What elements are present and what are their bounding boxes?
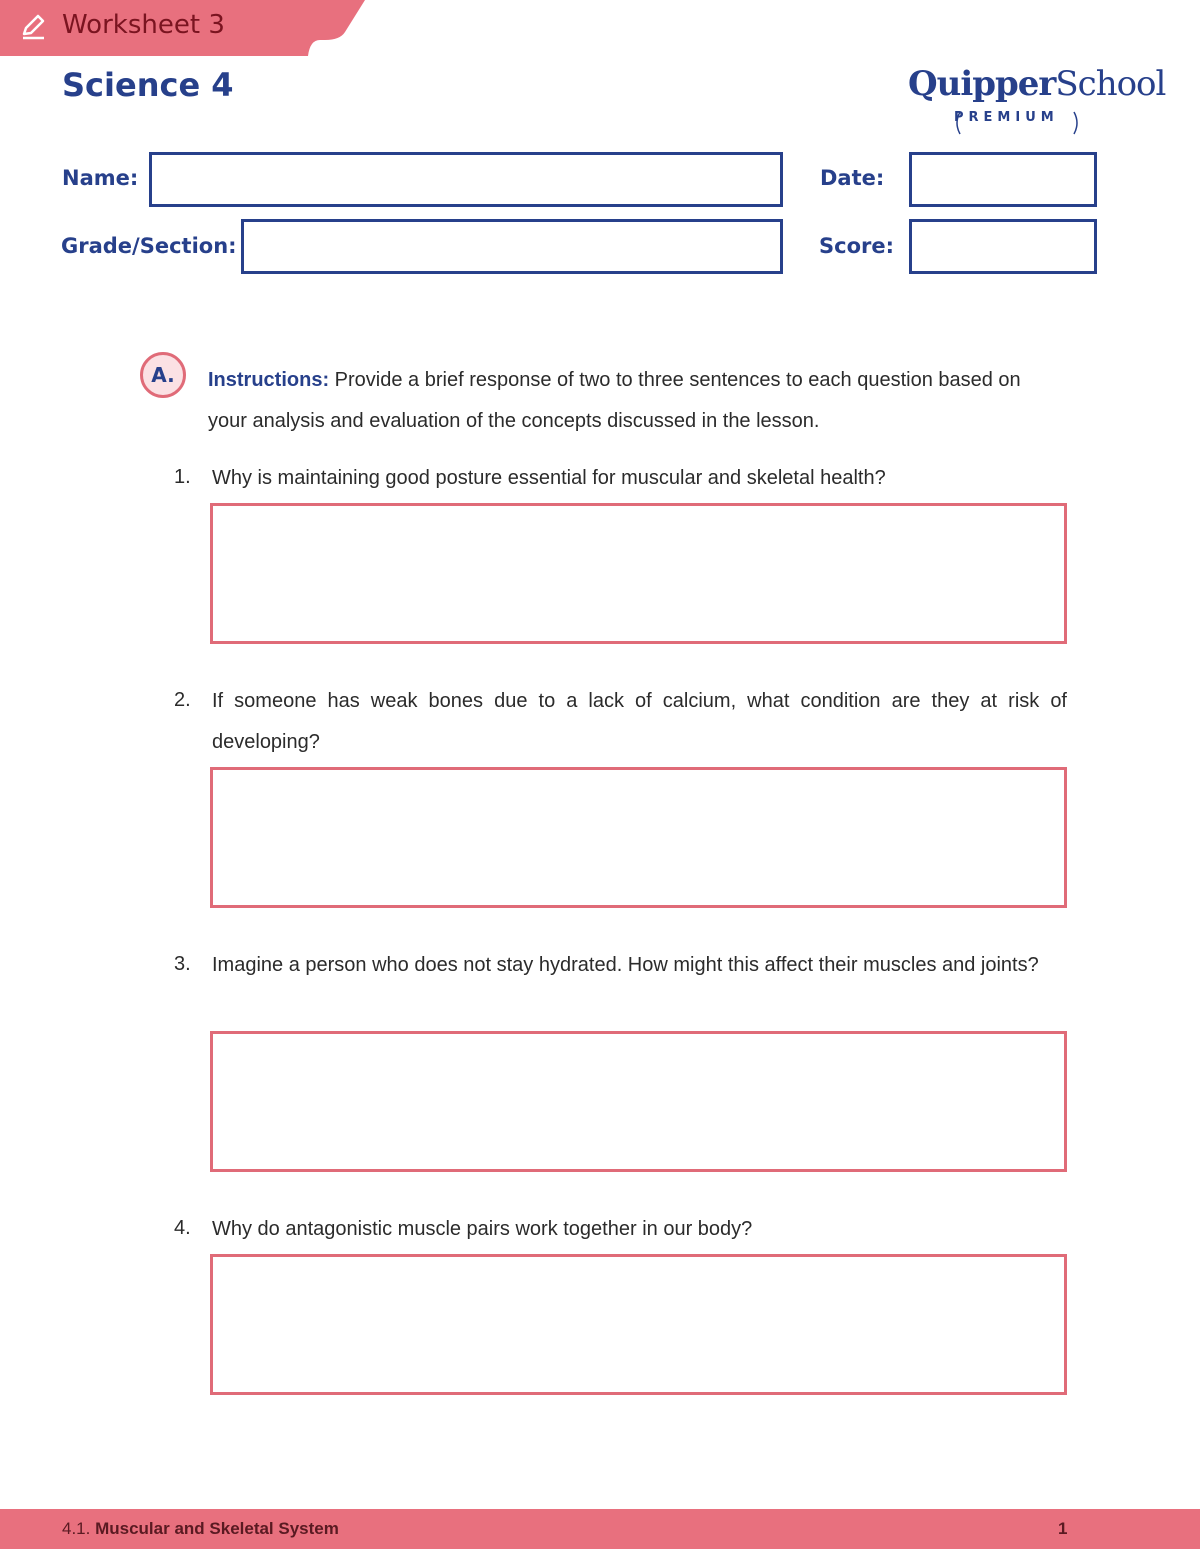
question-text: Why do antagonistic muscle pairs work together in our body?	[212, 1218, 753, 1240]
brand-tier: PREMIUM	[954, 110, 1059, 125]
question-number: 3.	[174, 953, 191, 975]
question-text: Why is maintaining good posture essential for muscular and skeletal health?	[212, 467, 886, 489]
question-text: Imagine a person who does not stay hydrated. How might this affect their muscles and joints?	[212, 954, 1039, 976]
answer-box-3[interactable]	[210, 1031, 1067, 1172]
grade-section-label: Grade/Section:	[61, 234, 237, 258]
question-number: 4.	[174, 1217, 191, 1239]
page-number: 1	[1058, 1519, 1068, 1538]
instructions	[208, 360, 1048, 442]
footer-lesson	[62, 1519, 339, 1539]
question-number: 1.	[174, 466, 191, 488]
page-footer	[0, 1509, 1200, 1549]
brand-regular: School	[1055, 64, 1166, 104]
score-label: Score:	[819, 234, 894, 258]
date-input[interactable]	[909, 152, 1097, 207]
date-label: Date:	[820, 166, 885, 190]
grade-section-input[interactable]	[241, 219, 783, 274]
answer-box-1[interactable]	[210, 503, 1067, 644]
score-input[interactable]	[909, 219, 1097, 274]
lesson-number: 4.1.	[62, 1519, 96, 1538]
instructions-lead: Instructions:	[208, 369, 330, 391]
worksheet-label: Worksheet 3	[62, 10, 225, 40]
lesson-title: Muscular and Skeletal System	[95, 1519, 339, 1538]
section-badge: A.	[140, 352, 186, 398]
instructions-text: Provide a brief response of two to three sentences to each question based on your analysis and evaluation of the concepts discussed in the lesson.	[208, 369, 1021, 432]
question-number: 2.	[174, 689, 191, 711]
question-text: If someone has weak bones due to a lack of calcium, what condition are they at risk of developing?	[212, 690, 1067, 753]
answer-box-4[interactable]	[210, 1254, 1067, 1395]
answer-box-2[interactable]	[210, 767, 1067, 908]
subject-title: Science 4	[62, 66, 234, 104]
name-input[interactable]	[149, 152, 783, 207]
name-label: Name:	[62, 166, 139, 190]
worksheet-tab	[0, 0, 365, 56]
brand-bold: Quipper	[908, 64, 1056, 104]
quipper-school-logo	[908, 64, 1166, 136]
